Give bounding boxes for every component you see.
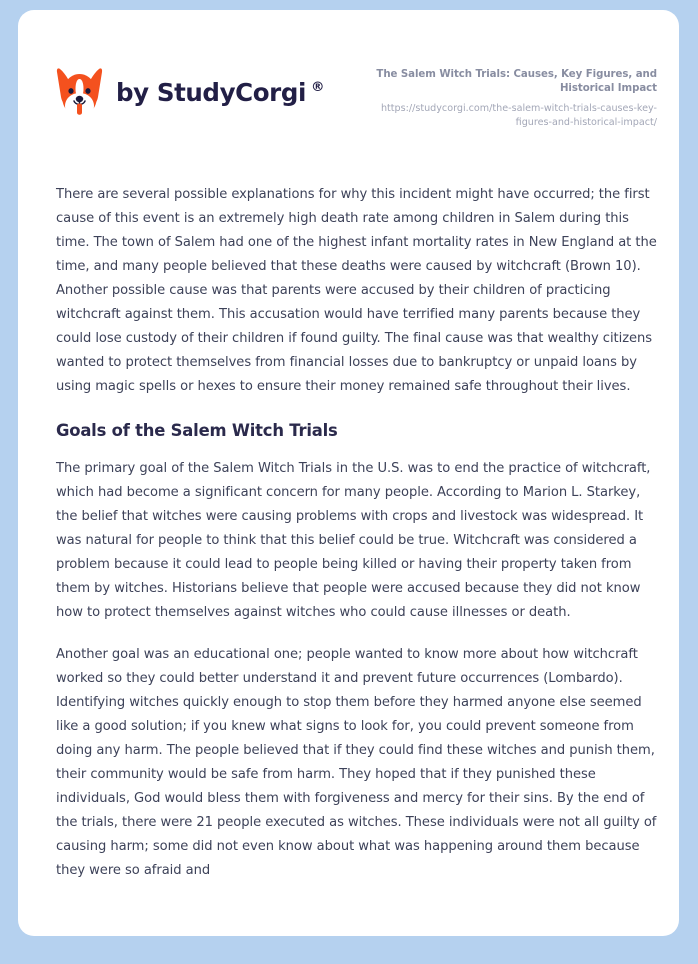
document-url[interactable]: https://studycorgi.com/the-salem-witch-trials-causes-key-figures-and-historical-impact/ <box>380 102 657 128</box>
registered-trademark-icon: ® <box>310 78 325 95</box>
brand-name-text: by StudyCorgi <box>116 77 306 107</box>
document-header <box>18 10 679 130</box>
body-paragraph: The primary goal of the Salem Witch Trials in the U.S. was to end the practice of witchcraft, which had become a significant concern for many people. According to Marion L. Starkey, the belief that witches were causing problems with crops and livestock was widespread. It was natural for people to think that this belief could be true. Witchcraft was considered a problem because it could lead to people being killed or having their property taken from them by witches. Historians believe that people were accused because they did not know how to protect themselves against witches who could cause illnesses or death. <box>56 460 651 620</box>
document-page-card <box>18 10 679 936</box>
body-paragraph: There are several possible explanations for why this incident might have occurred; the first cause of this event is an extremely high death rate among children in Salem during this time. The town of Salem had one of the highest infant mortality rates in New England at the time, and many people believed that these deaths were caused by witchcraft (Brown 10). Another possible cause was that parents were accused by their children of practicing witchcraft against them. This accusation would have terrified many parents because they could lose custody of their children if found guilty. The final cause was that wealthy citizens wanted to protect themselves from financial losses due to bankruptcy or unpaid loans by using magic spells or hexes to ensure their money remained safe throughout their lives. <box>56 186 657 394</box>
brand-lockup <box>56 62 324 118</box>
corgi-face-icon <box>56 66 103 118</box>
document-meta <box>357 62 657 130</box>
section-heading: Goals of the Salem Witch Trials <box>56 420 338 440</box>
body-paragraph: Another goal was an educational one; people wanted to know more about how witchcraft worked so they could better understand it and prevent future occurrences (Lombardo). Identifying witches quickly enough to stop them before they harmed anyone else seemed like a good solution; if you knew what signs to look for, you could prevent someone from doing any harm. The people believed that if they could find these witches and punish them, their community would be safe from harm. They hoped that if they punished these individuals, God would bless them with forgiveness and mercy for their sins. By the end of the trials, there were 21 people executed as witches. These individuals were not all guilty of causing harm; some did not even know about what was happening around them because they were so afraid and <box>56 646 657 878</box>
document-body <box>18 183 679 883</box>
brand-wordmark <box>116 78 324 107</box>
document-title: The Salem Witch Trials: Causes, Key Figures, and Historical Impact <box>376 69 657 95</box>
